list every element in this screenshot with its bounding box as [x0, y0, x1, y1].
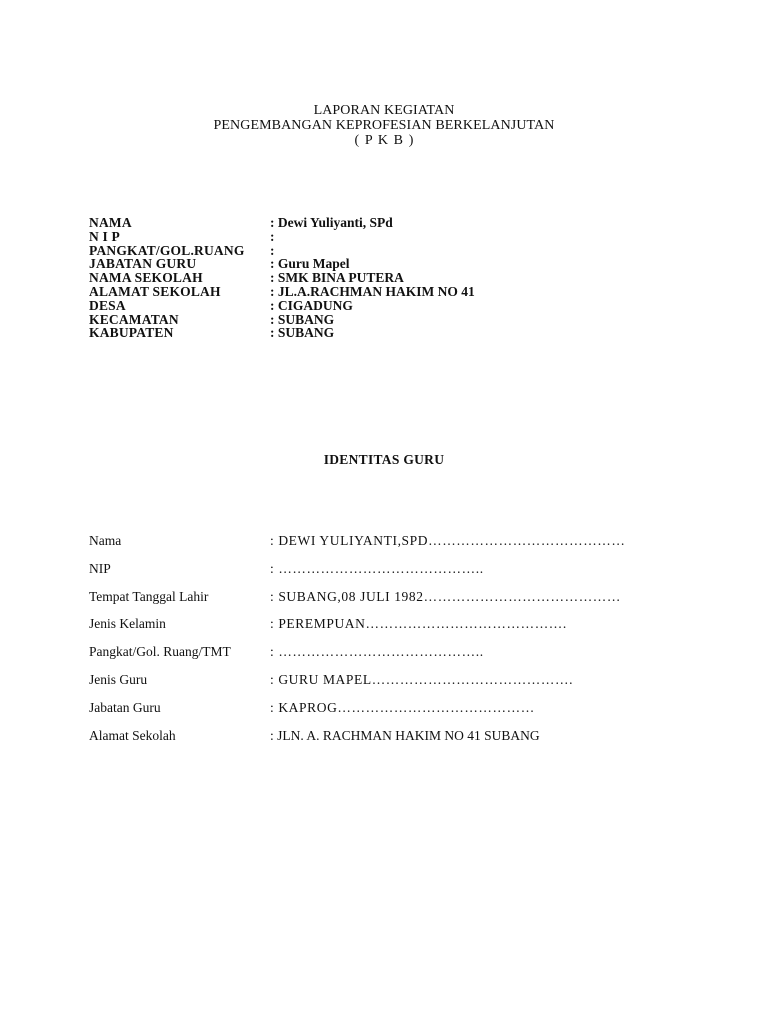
summary-label: NAMA: [89, 215, 132, 230]
section-title-identitas-guru: IDENTITAS GURU: [323, 452, 445, 467]
summary-label: KABUPATEN: [89, 325, 174, 341]
identity-value: : PEREMPUAN…………………………………….: [270, 616, 567, 632]
identity-label: Nama: [89, 533, 122, 548]
identity-label: Jenis Guru: [89, 671, 148, 687]
identity-label: NIP: [89, 560, 111, 576]
summary-value: : CIGADUNG: [270, 297, 353, 313]
report-title-line3: ( P K B ): [354, 133, 414, 148]
identity-value: : JLN. A. RACHMAN HAKIM NO 41 SUBANG: [270, 727, 540, 743]
identity-label: Jenis Kelamin: [89, 616, 166, 632]
identity-label: Pangkat/Gol. Ruang/TMT: [89, 644, 231, 660]
identity-value: : DEWI YULIYANTI,SPD……………………………………: [270, 533, 626, 548]
identity-value: : ……………………………………..: [270, 560, 484, 576]
summary-value: : Guru Mapel: [270, 256, 350, 272]
summary-label: NAMA SEKOLAH: [89, 270, 203, 286]
summary-value: : SUBANG: [270, 325, 335, 341]
summary-value: : JL.A.RACHMAN HAKIM NO 41: [270, 283, 475, 299]
report-title-line1: LAPORAN KEGIATAN: [313, 103, 455, 118]
report-header: [0, 103, 768, 148]
summary-value: :: [270, 228, 275, 244]
summary-value: : SUBANG: [270, 311, 335, 327]
summary-label: KECAMATAN: [89, 311, 179, 327]
identity-value: : KAPROG……………………………………: [270, 699, 535, 715]
summary-label: PANGKAT/GOL.RUANG: [89, 242, 245, 258]
summary-value: : Dewi Yuliyanti, SPd: [270, 215, 393, 230]
identity-label: Jabatan Guru: [89, 699, 161, 715]
identity-value: : GURU MAPEL…………………………………….: [270, 671, 574, 687]
summary-value: :: [270, 242, 275, 258]
report-title-line2: PENGEMBANGAN KEPROFESIAN BERKELANJUTAN: [213, 118, 555, 133]
summary-label: DESA: [89, 297, 126, 313]
summary-label: N I P: [89, 228, 120, 244]
identity-value: : ……………………………………..: [270, 644, 484, 660]
identity-label: Tempat Tanggal Lahir: [89, 588, 209, 604]
summary-label: JABATAN GURU: [89, 256, 197, 272]
summary-label: ALAMAT SEKOLAH: [89, 283, 221, 299]
identity-label: Alamat Sekolah: [89, 727, 176, 743]
identity-value: : SUBANG,08 JULI 1982……………………………………: [270, 588, 622, 604]
summary-value: : SMK BINA PUTERA: [270, 270, 404, 286]
